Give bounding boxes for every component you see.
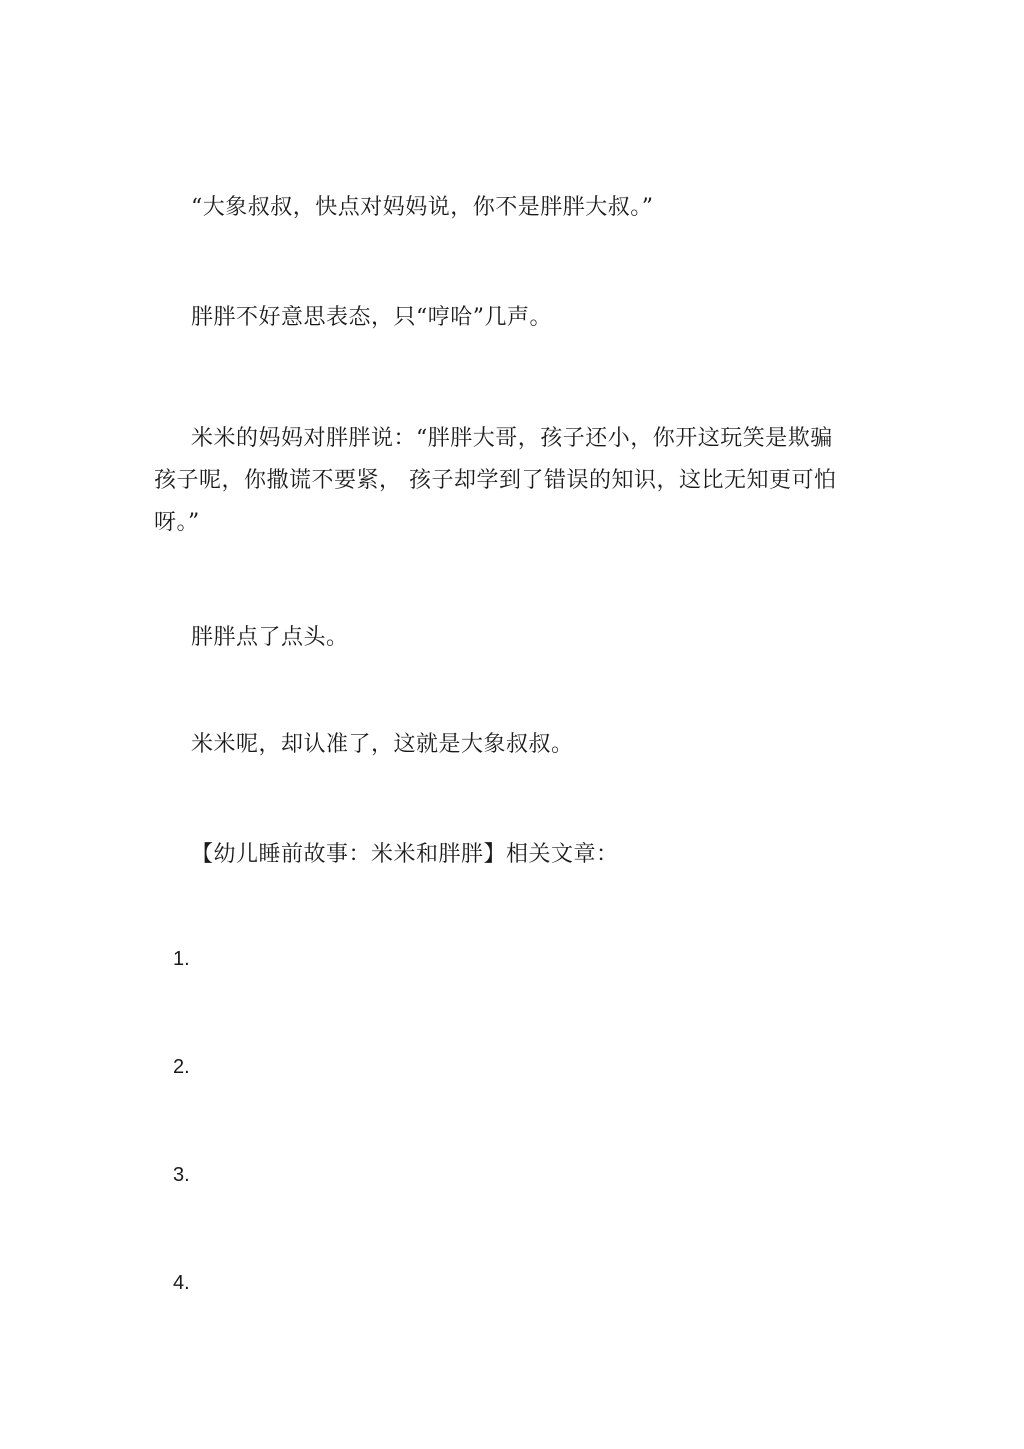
story-paragraph-3: 米米的妈妈对胖胖说：“胖胖大哥，孩子还小，你开这玩笑是欺骗孩子呢，你撒谎不要紧， 孩子却学到了错误的知识，这比无知更可怕呀。” (154, 426, 837, 535)
story-paragraph-2: 胖胖不好意思表态，只“哼哈”几声。 (191, 305, 552, 330)
related-list-item-2: 2. (173, 1056, 190, 1078)
related-articles-heading: 【幼儿睡前故事：米米和胖胖】相关文章： (191, 842, 619, 867)
story-paragraph-5: 米米呢，却认准了，这就是大象叔叔。 (191, 732, 574, 757)
related-list-item-3: 3. (173, 1164, 190, 1186)
story-paragraph-1: “大象叔叔，快点对妈妈说，你不是胖胖大叔。” (191, 195, 654, 220)
related-list-item-4: 4. (173, 1272, 190, 1294)
story-paragraph-4: 胖胖点了点头。 (191, 625, 349, 650)
related-list-item-1: 1. (173, 948, 190, 970)
